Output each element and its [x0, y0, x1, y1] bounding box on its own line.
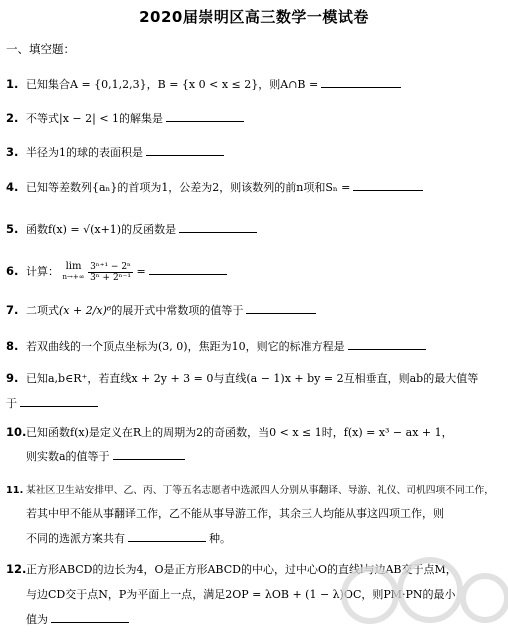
question-number: 2.: [6, 111, 19, 125]
question-text: 已知a,b∈R⁺，若直线x + 2y + 3 = 0与直线(a − 1)x + by = 2互相垂直，则ab的最大值等: [26, 372, 479, 385]
fraction: [88, 262, 133, 283]
question-number: 7.: [6, 303, 19, 317]
fraction-denominator: 3ⁿ + 2ⁿ⁻¹: [90, 272, 131, 283]
question-number: 10.: [6, 425, 27, 439]
question-12: [6, 562, 457, 577]
question-number: 8.: [6, 339, 19, 353]
question-number: 12.: [6, 562, 27, 576]
binomial-expression: (x + 2/x)⁶: [59, 304, 112, 317]
question-12-continued-2: [26, 612, 129, 627]
question-text: 半径为1的球的表面积是: [26, 146, 143, 159]
question-text: 若双曲线的一个顶点坐标为(3, 0)，焦距为10，则它的标准方程是: [26, 340, 345, 353]
question-8: [6, 339, 426, 354]
answer-blank[interactable]: [149, 264, 227, 275]
question-12-continued: [26, 588, 456, 602]
question-text-continued: 若其中甲不能从事翻译工作，乙不能从事导游工作，其余三人均能从事这四项工作，则: [26, 507, 444, 520]
answer-blank[interactable]: [246, 303, 316, 314]
question-10-continued: [26, 449, 185, 464]
question-text-end: 种。: [209, 532, 231, 545]
answer-blank[interactable]: [113, 449, 185, 460]
answer-blank[interactable]: [51, 612, 129, 623]
answer-blank[interactable]: [348, 339, 426, 350]
answer-blank[interactable]: [128, 531, 206, 542]
question-6: [6, 258, 227, 285]
answer-blank[interactable]: [146, 145, 224, 156]
answer-blank[interactable]: [166, 111, 244, 122]
question-number: 11.: [6, 485, 24, 496]
question-text: 函数f(x) = √(x+1)的反函数是: [26, 223, 177, 236]
question-text-continued: 值为: [26, 613, 48, 626]
question-text-continued: 与边CD交于点N，P为平面上一点，满足2OP = λOB + (1 − λ)OC，则PM·PN的最小: [26, 588, 456, 601]
question-text: 不等式|x − 2| < 1的解集是: [26, 112, 164, 125]
question-text: 某社区卫生站安排甲、乙、丙、丁等五名志愿者中选派四人分别从事翻译、导游、礼仪、司机四项不同工作，: [26, 485, 494, 496]
question-text-end: =: [136, 265, 146, 278]
answer-blank[interactable]: [353, 180, 423, 191]
question-9: [6, 371, 478, 386]
question-number: 1.: [6, 77, 19, 91]
answer-blank[interactable]: [179, 222, 257, 233]
question-text-continued: 不同的选派方案共有: [26, 532, 125, 545]
question-3: [6, 145, 224, 160]
question-number: 6.: [6, 264, 19, 278]
question-11-continued: [26, 507, 444, 521]
question-number: 4.: [6, 180, 19, 194]
page-title: 2020届崇明区高三数学一模试卷: [139, 8, 369, 26]
question-10: [6, 425, 453, 440]
question-1: [6, 77, 401, 92]
fraction-numerator: 3ⁿ⁺¹ − 2ⁿ: [90, 261, 131, 272]
question-11-continued-2: [26, 531, 231, 546]
question-text: 已知函数f(x)是定义在R上的周期为2的奇函数，当0 < x ≤ 1时，f(x) = x³ − ax + 1，: [26, 426, 453, 439]
question-text-continued: 于: [6, 397, 17, 410]
question-number: 9.: [6, 371, 19, 385]
question-text: 计算：: [26, 265, 59, 278]
answer-blank[interactable]: [20, 396, 98, 407]
question-text: 已知集合A = {0,1,2,3}，B = {x 0 < x ≤ 2}，则A∩B =: [26, 78, 319, 91]
question-9-continued: [6, 396, 98, 411]
question-text-continued: 则实数a的值等于: [26, 450, 110, 463]
answer-blank[interactable]: [321, 77, 401, 88]
question-11: [6, 484, 494, 498]
question-4: [6, 180, 423, 195]
question-text: 正方形ABCD的边长为4，O是正方形ABCD的中心，过中心O的直线l与边AB交于点M，: [26, 563, 457, 576]
question-text-end: 的展开式中常数项的值等于: [111, 304, 244, 317]
limit-expression: [63, 262, 85, 282]
question-number: 3.: [6, 145, 19, 159]
question-text: 已知等差数列{aₙ}的首项为1，公差为2，则该数列的前n项和Sₙ =: [26, 181, 351, 194]
question-number: 5.: [6, 222, 19, 236]
question-7: [6, 303, 316, 318]
question-text: 二项式: [26, 304, 59, 317]
question-2: [6, 111, 244, 126]
limit-subscript: n→+∞: [62, 273, 85, 281]
question-5: [6, 222, 257, 237]
section-heading: 一、填空题：: [6, 42, 75, 56]
limit-label: lim: [65, 261, 82, 272]
